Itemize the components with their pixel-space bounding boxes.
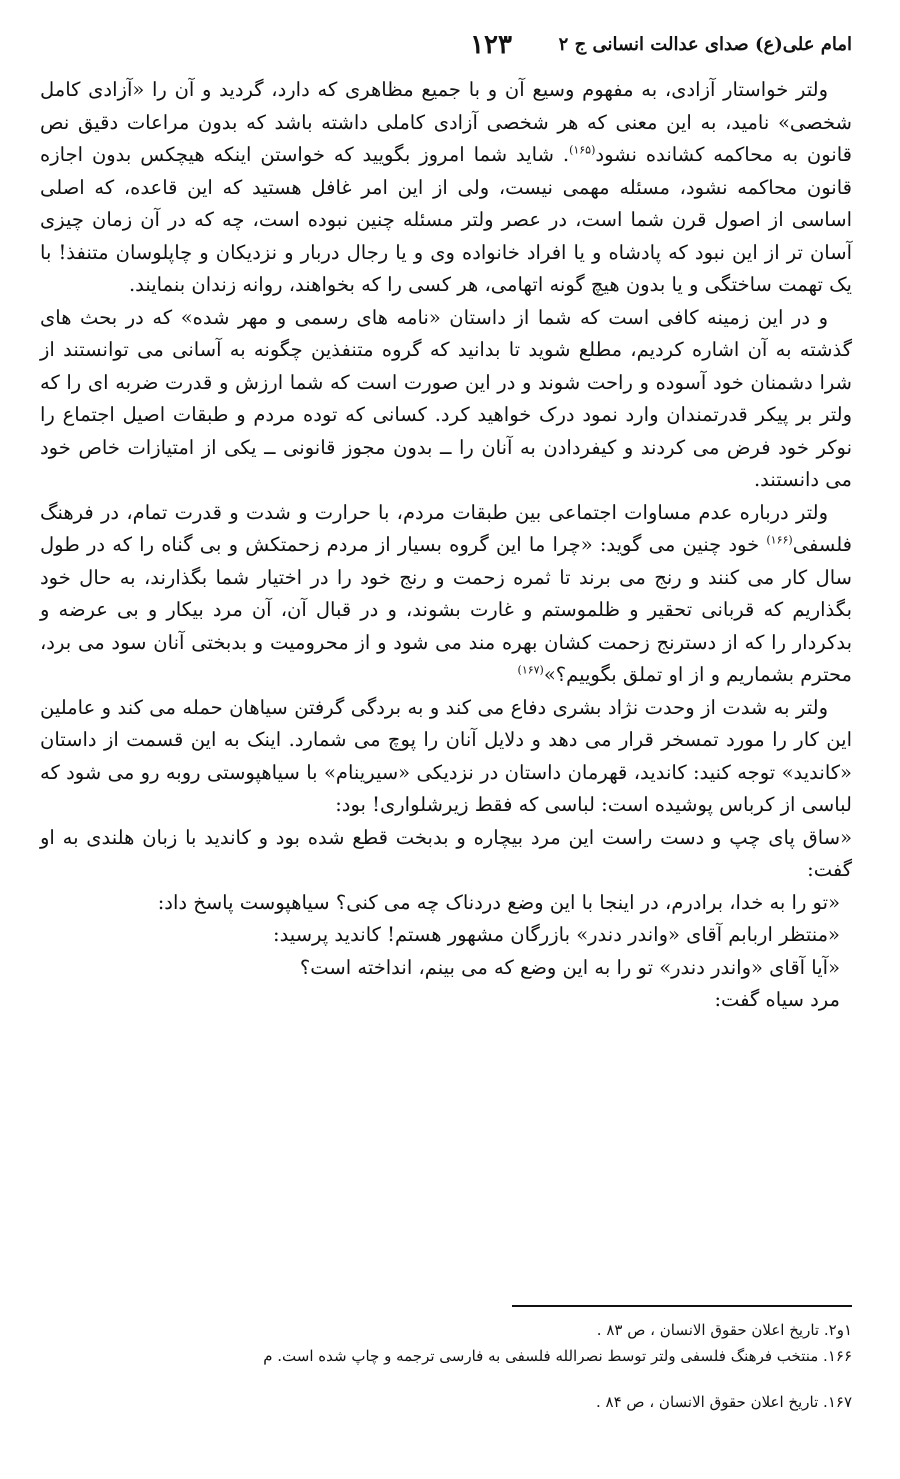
page-header [40,30,852,74]
page-content [40,30,852,1017]
footnote-divider [512,1305,852,1307]
body-text [40,74,852,1017]
footnote-ref-166: (۱۶۶) [766,533,793,547]
paragraph-2-text: و در این زمینه کافی است که شما از داستان «نامه های رسمی و مهر شده» که در بحث های گذشته به آن اشاره کردیم، مطلع شوید تا بدانید که گروه متنفذین چگونه به آسانی می توانستند از شرا دشمنان خود آسوده و راحت شوند و در این صورت است که شما ارزش و قدرت ضربه ای را که ولتر بر پیکر قدرتمندان وارد نمود درک خواهید کرد. کسانی که توده مردم و طبقات اصیل اجتماع را نوکر خود فرض می کردند و کیفردادن به آنان را ــ بدون مجوز قانونی ــ یکی از امتیازات خاص خود می دانستند. [40,305,852,491]
paragraph-3-text-a: ولتر درباره عدم مساوات اجتماعی بین طبقات مردم، با حرارت و شدت و قدرت تمام، در فرهنگ فلسفی [40,500,852,556]
paragraph-1-text-b: . شاید شما امروز بگویید که خواستن اینکه هیچکس بدون اجازه قانون محاکمه نشود، مسئله مهمی نیست، ولی از این امر غافل هستید که این قاعده، که اصلی اساسی از اصول قرن شما است، در عصر ولتر مسئله چنین نبوده است، چه که در آن زمان چیزی آسان تر از این نبود که پادشاه و یا افراد خانواده وی و یا رجال دربار و نزدیکان و چاپلوسان متنفذ! با یک تهمت ساختگی و یا بدون هیچ گونه اتهامی، هر کسی را که بخواهند، روانه زندان بنمایند. [40,143,852,296]
footnotes [40,1305,852,1415]
paragraph-5-quote [40,822,852,887]
dialog-line-2: «منتظر اربابم آقای «واندر دندر» بازرگان مشهور هستم! کاندید پرسید: [273,923,840,946]
running-title: امام علی(ع) صدای عدالت انسانی ج ۲ [558,34,852,55]
footnote-ref-165: (۱۶۵) [569,143,596,157]
paragraph-4-text: ولتر به شدت از وحدت نژاد بشری دفاع می کند و به بردگی گرفتن سیاهان حمله می کند و عاملین این کار را مورد تمسخر قرار می دهد و دلایل آنان را پوچ می شمارد. اینک به این قسمت از داستان «کاندید» توجه کنید: کاندید، قهرمان داستان در نزدیکی «سیرینام» با سیاهپوستی روبه رو می شود که لباسی از کرباس پوشیده است: لباسی که فقط زیرشلواری! بود: [40,695,852,816]
paragraph-4 [40,692,852,822]
page-number: ۱۲۳ [470,30,512,60]
footnote-3: ۱۶۷. تاریخ اعلان حقوق الانسان ، ص ۸۴ . [595,1393,852,1411]
footnote-1: ۱و۲. تاریخ اعلان حقوق الانسان ، ص ۸۳ . [596,1321,852,1339]
paragraph-5-text: «ساق پای چپ و دست راست این مرد بیچاره و بدبخت قطع شده بود و کاندید با زبان هلندی به او گفت: [40,825,852,881]
dialog-line-1: «تو را به خدا، برادرم، در اینجا با این وضع دردناک چه می کنی؟ سیاهپوست پاسخ داد: [157,890,840,914]
paragraph-1-text-a: ولتر خواستار آزادی، به مفهوم وسیع آن و با جمیع مظاهری که دارد، گردید و آن را «آزادی کامل شخصی» نامید، به این معنی که هر شخصی آزادی کاملی داشته باشد که بدون مراعات دقیق نص قانون به محاکمه کشانده نشود [40,78,853,166]
paragraph-3-text-b: خود چنین می گوید: «چرا ما این گروه بسیار از مردم زحمتکش و بی گناه را که در طول سال کار می کنند و رنج می برند تا ثمره زحمت و رنج خود را در اختیار شما بگذارند، به حال خود بگذاریم که قربانی تحقیر و ظلموستم و غارت بشوند، و در قبال آن، آن مرد بیکار و بی عرضه و بدکردار را که از دسترنج زحمت کشان بهره مند می شود و از محرومیت و بدبختی آنان سود می برد، محترم بشماریم و از او تملق بگوییم؟» [40,533,852,686]
footnote-2: ۱۶۶. منتخب فرهنگ فلسفی ولتر توسط نصرالله فلسفی به فارسی ترجمه و چاپ شده است. م [263,1347,852,1365]
paragraph-2 [40,302,852,497]
dialog-line-3: «آیا آقای «واندر دندر» تو را به این وضع که می بینم، انداخته است؟ [299,955,840,979]
footnote-ref-167: (۱۶۷) [517,663,544,677]
paragraph-3 [40,497,852,692]
paragraph-1 [40,74,852,302]
dialog-line-4: مرد سیاه گفت: [714,988,840,1011]
